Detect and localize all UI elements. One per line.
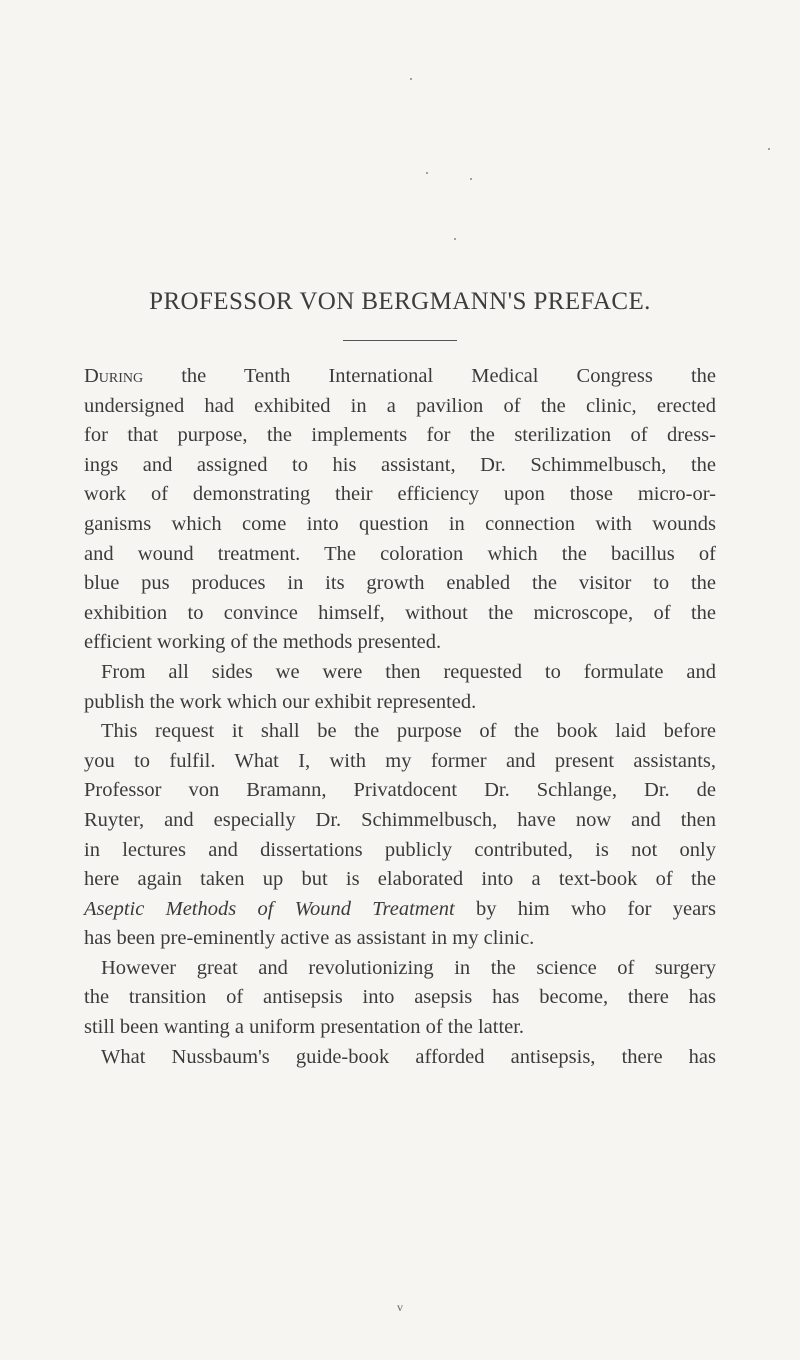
text-line: in lectures and dissertations publicly contributed, is not only <box>84 838 716 861</box>
ink-speck <box>768 148 770 150</box>
ink-speck <box>454 238 456 240</box>
text-line: efficient working of the methods presented. <box>84 631 442 654</box>
text-line: for that purpose, the implements for the sterilization of dress- <box>84 424 716 447</box>
text-line: the transition of antisepsis into asepsis has become, there has <box>84 986 716 1009</box>
preface-body <box>84 362 716 1072</box>
text-line: From all sides we were then requested to formulate and <box>101 660 716 683</box>
text-line: During the Tenth International Medical Congress the <box>84 365 716 387</box>
ink-speck <box>426 172 428 174</box>
text-line: Professor von Bramann, Privatdocent Dr. Schlange, Dr. de <box>84 779 716 802</box>
book-title-italic: Aseptic Methods of Wound Treatment <box>84 897 455 920</box>
text-line: work of demonstrating their efficiency upon those micro-or- <box>84 483 716 506</box>
text-line: still been wanting a uniform presentation of the latter. <box>84 1016 525 1039</box>
text-line: has been pre-eminently active as assistant in my clinic. <box>84 927 535 950</box>
text-line: ings and assigned to his assistant, Dr. Schimmelbusch, the <box>84 453 716 476</box>
text-line: Ruyter, and especially Dr. Schimmelbusch, have now and then <box>84 808 716 831</box>
text-line: What Nussbaum's guide-book afforded antisepsis, there has <box>101 1045 716 1068</box>
text-line: publish the work which our exhibit represented. <box>84 690 477 713</box>
text-line: ganisms which come into question in connection with wounds <box>84 512 716 535</box>
text-line: and wound treatment. The coloration which the bacillus of <box>84 542 716 565</box>
text-line: This request it shall be the purpose of the book laid before <box>101 720 716 743</box>
title-rule <box>343 340 457 341</box>
text-line: undersigned had exhibited in a pavilion of the clinic, erected <box>84 394 716 417</box>
text-line: However great and revolutionizing in the science of surgery <box>101 956 716 979</box>
ink-speck <box>410 78 412 80</box>
text-line: here again taken up but is elaborated into a text-book of the <box>84 868 716 891</box>
page-number: v <box>397 1300 403 1314</box>
drop-word: During <box>84 365 144 387</box>
text-line: you to fulfil. What I, with my former and present assistants, <box>84 749 716 772</box>
text-line: exhibition to convince himself, without the microscope, of the <box>84 601 716 624</box>
ink-speck <box>470 178 472 180</box>
page-title: PROFESSOR VON BERGMANN'S PREFACE. <box>149 288 651 315</box>
text-line: blue pus produces in its growth enabled the visitor to the <box>84 572 716 595</box>
text-line: Aseptic Methods of Wound Treatment by him who for years <box>84 897 716 920</box>
